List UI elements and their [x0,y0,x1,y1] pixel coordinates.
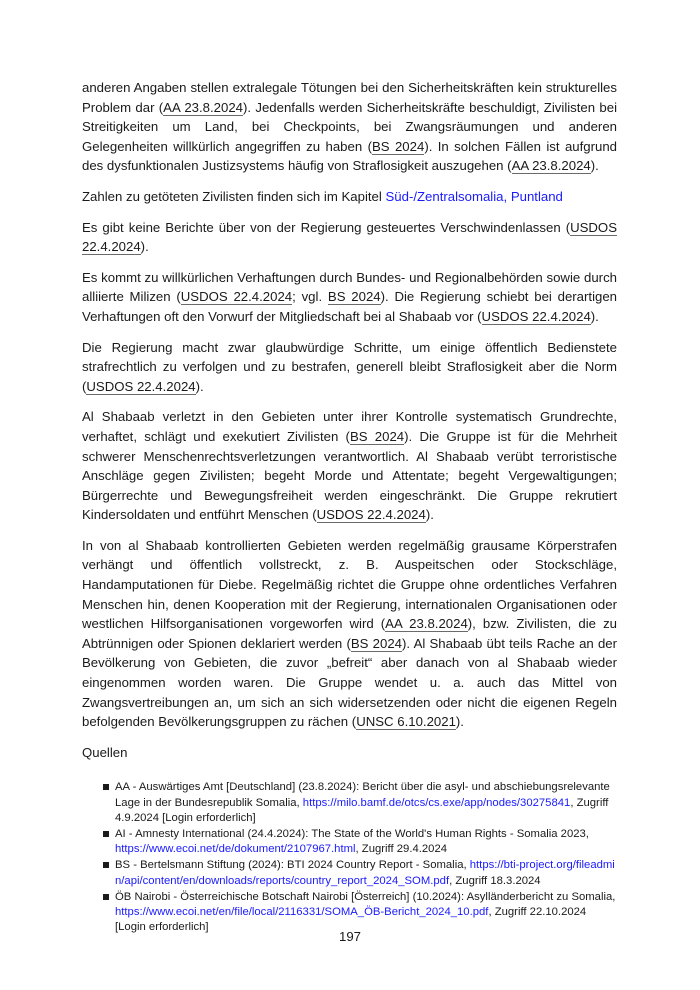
paragraph-text: ). [590,158,599,174]
citation-link[interactable]: AA 23.8.2024 [385,616,468,632]
citation-link[interactable]: BS 2024 [327,289,381,305]
square-bullet-icon [103,784,109,790]
paragraph-text: ). [140,239,149,255]
paragraph-text: ). Die Regierung schiebt bei derartigen Verhaftungen oft den Vorwurf der Mitgliedschaft bei al Shabaab vor ( [82,289,618,324]
sources-heading: Quellen [82,744,128,760]
square-bullet-icon [103,894,109,900]
paragraph-extralegal-killings [82,78,617,176]
source-url-link[interactable]: https://www.ecoi.net/de/dokument/2107967.html [115,843,356,856]
paragraph-text: ). [195,378,204,394]
citation-link[interactable]: UNSC 6.10.2021 [356,714,456,730]
source-text: AA - Auswärtiges Amt [Deutschland] (23.8.2024): Bericht über die asyl- und abschiebungsrelevante Lage in der Bundesrepublik Somalia, [115,781,610,809]
sources-list [82,780,617,935]
paragraph-text: Es gibt keine Berichte über von der Regierung gesteuertes Verschwindenlassen ( [82,219,571,235]
paragraph-text: anderen Angaben stellen extralegale Tötungen bei den Sicherheitskräften kein strukturelles Problem dar ( [82,80,617,115]
source-text: BS - Bertelsmann Stiftung (2024): BTI 2024 Country Report - Somalia, [115,859,470,872]
source-item [103,780,617,826]
citation-link[interactable]: AA 23.8.2024 [163,99,244,115]
citation-link[interactable]: USDOS 22.4.2024 [316,507,426,523]
source-item [103,827,617,857]
paragraph-text: ). [455,714,464,730]
paragraph-text: ). In solchen Fällen ist aufgrund des dysfunktionalen Justizsystems häufig von Straflosigkeit auszugehen ( [82,138,617,174]
paragraph-text: ). [425,507,434,523]
citation-link[interactable]: USDOS 22.4.2024 [82,219,617,255]
paragraph-text: Die Regierung macht zwar glaubwürdige Schritte, um einige öffentlich Bedienstete strafrechtlich zu verfolgen und zu bestrafen, generell bleibt Straflosigkeit aber die Norm ( [82,339,617,394]
source-url-link[interactable]: https://bti-project.org/fileadmin/api/content/en/downloads/reports/country_report_2024_SOM.pdf [115,859,615,887]
paragraph-text: ). Al Shabaab übt teils Rache an der Bevölkerung von Gebieten, die zuvor „befreit“ aber danach von al Shabaab wieder eingenommen worden waren. Die Gruppe wendet u. a. auch das Mittel von Zwangsvertreibungen an, um sich an sich widersetzenden oder nicht die eigenen Regeln befolgenden Bevölkerungsgruppen zu rächen ( [82,635,618,730]
source-access-date: , Zugriff 29.4.2024 [355,843,448,856]
citation-link[interactable]: BS 2024 [350,635,403,651]
citation-link[interactable]: BS 2024 [371,138,425,154]
paragraph-disappearances [82,218,617,257]
source-item [103,858,617,888]
chapter-link[interactable]: Süd-/Zentralsomalia, Puntland [385,188,563,204]
citation-link[interactable]: USDOS 22.4.2024 [180,289,293,305]
source-url-link[interactable]: https://www.ecoi.net/en/file/local/2116331/SOMA_ÖB-Bericht_2024_10.pdf [115,906,489,919]
square-bullet-icon [103,831,109,837]
paragraph-text: ). Die Gruppe ist für die Mehrheit schwerer Menschenrechtsverletzungen verantwortlich. Al Shabaab verübt terroristische Anschläge gegen Zivilisten; begeht Morde und Attentate; begeht Vergewaltigungen; Bürgerrechte und Bewegungsfreiheit werden eingeschränkt. Die Gruppe rekrutiert Kindersoldaten und entführt Menschen ( [82,428,618,523]
source-access-date: , Zugriff 18.3.2024 [449,874,541,887]
source-access-date: , Zugriff 4.9.2024 [Login erforderlich] [115,796,609,824]
square-bullet-icon [103,862,109,868]
document-page [82,78,617,936]
citation-link[interactable]: BS 2024 [349,428,405,444]
paragraph-text: Al Shabaab verletzt in den Gebieten unter ihrer Kontrolle systematisch Grundrechte, verhaftet, schlägt und exekutiert Zivilisten ( [82,409,617,444]
citation-link[interactable]: USDOS 22.4.2024 [86,378,196,394]
paragraph-text: Es kommt zu willkürlichen Verhaftungen durch Bundes- und Regionalbehörden sowie durch alliierte Milizen ( [82,269,617,305]
paragraph-civilian-casualties [82,187,617,207]
paragraph-text: In von al Shabaab kontrollierten Gebieten werden regelmäßig grausame Körperstrafen verhängt und öffentlich vollstreckt, z. B. Auspeitschen oder Stockschläge, Handamputationen für Diebe. Regelmäßig richtet die Gruppe ohne ordentliches Verfahren Menschen hin, denen Kooperation mit der Regierung, internationalen Organisationen oder westlichen Hilfsorganisationen vorgeworfen wird ( [82,537,617,632]
paragraph-text: ). [590,308,599,324]
citation-link[interactable]: AA 23.8.2024 [511,158,591,174]
source-access-date: , Zugriff 22.10.2024 [Login erforderlich] [115,906,587,934]
paragraph-text: ), bzw. Zivilisten, die zu Abtrünnigen oder Spionen deklariert werden ( [82,616,617,651]
paragraph-al-shabaab-violations [82,407,617,525]
source-text: AI - Amnesty International (24.4.2024): The State of the World's Human Rights - Somalia 2023, [115,828,589,841]
paragraph-text: ). Jedenfalls werden Sicherheitskräfte beschuldigt, Zivilisten bei Streitigkeiten um Land, bei Checkpoints, bei Zwangsräumungen und anderen Gelegenheiten willkürlich angegriffen zu haben ( [82,99,618,154]
paragraph-text: Zahlen zu getöteten Zivilisten finden sich im Kapitel [82,188,386,204]
paragraph-corporal-punishment [82,536,617,732]
source-url-link[interactable]: https://milo.bamf.de/otcs/cs.exe/app/nodes/30275841 [302,796,571,809]
source-text: ÖB Nairobi - Österreichische Botschaft Nairobi [Österreich] (10.2024): Asylländerbericht zu Somalia, [115,890,616,903]
citation-link[interactable]: USDOS 22.4.2024 [481,308,591,324]
paragraph-text: ; vgl. [292,289,328,305]
paragraph-arbitrary-arrests [82,268,617,327]
paragraph-impunity [82,338,617,397]
page-number: 197 [338,929,361,944]
